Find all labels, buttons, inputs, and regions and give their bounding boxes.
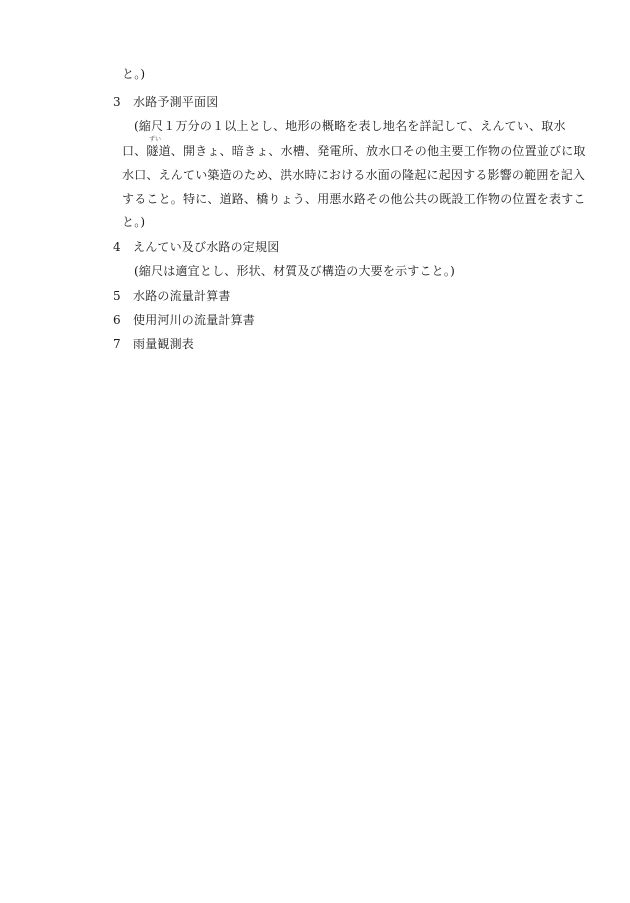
item-number-5: 5 <box>113 289 121 303</box>
furigana-annotation: ずい <box>149 136 162 143</box>
item-4-body-line-1: (縮尺は適宜とし、形状、材質及び構造の大要を示すこと。) <box>134 264 455 278</box>
item-3-body-line-5: と。) <box>122 215 146 229</box>
item-number-6: 6 <box>113 313 121 327</box>
item-number-4: 4 <box>113 240 121 254</box>
item-title-4: えんてい及び水路の定規図 <box>133 240 280 254</box>
item-3-body-line-2: 口、隧道、開きょ、暗きょ、水槽、発電所、放水口その他主要工作物の位置並びに取 <box>122 144 586 158</box>
item-title-6: 使用河川の流量計算書 <box>133 313 256 327</box>
item-number-7: 7 <box>113 337 121 351</box>
item-title-5: 水路の流量計算書 <box>133 289 231 303</box>
item-3-body-line-4: すること。特に、道路、橋りょう、用悪水路その他公共の既設工作物の位置を表すこ <box>122 192 586 206</box>
item-3-body-line-1: (縮尺１万分の１以上とし、地形の概略を表し地名を詳記して、えんてい、取水 <box>134 119 566 133</box>
item-title-7: 雨量観測表 <box>133 337 195 351</box>
item-3-body-line-3: 水口、えんてい築造のため、洪水時における水面の隆起に起因する影響の範囲を記入 <box>122 168 586 182</box>
item-title-3: 水路予測平面図 <box>133 95 219 109</box>
item-number-3: 3 <box>113 95 121 109</box>
continued-text-line: と。) <box>122 67 146 81</box>
